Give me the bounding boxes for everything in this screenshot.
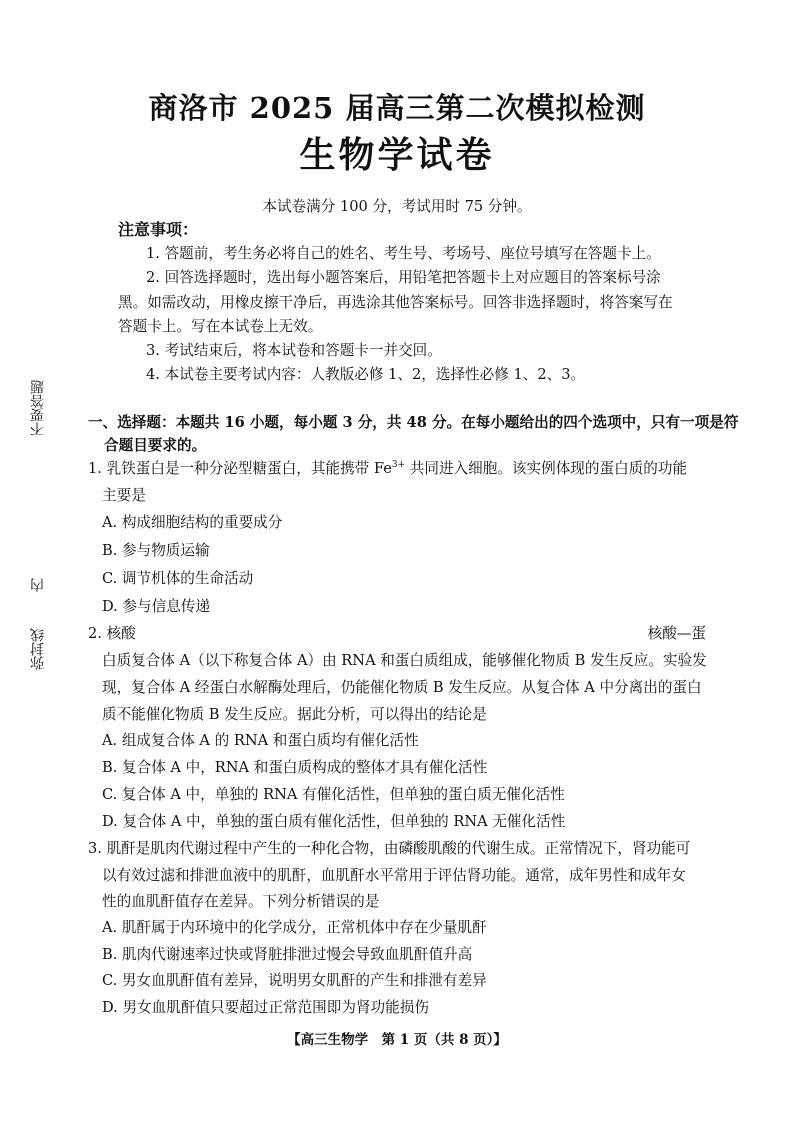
question-3-stem-line: 3. 肌酐是肌肉代谢过程中产生的一种化合物，由磷酸肌酸的代谢生成。正常情况下，肾功能可 (88, 840, 691, 857)
note-item: 3. 考试结束后，将本试卷和答题卡一并交回。 (146, 342, 442, 359)
question-1-option-d: D. 参与信息传递 (102, 598, 211, 615)
question-2-stem-line: 白质复合体 A（以下称复合体 A）由 RNA 和蛋白质组成，能够催化物质 B 发生反应。实验发 (102, 652, 707, 669)
question-2-stem-line: 现，复合体 A 经蛋白水解酶处理后，仍能催化物质 B 发生反应。从复合体 A 中分离出的蛋白 (102, 679, 702, 696)
note-item: 2. 回答选择题时，选出每小题答案后，用铅笔把答题卡上对应题目的答案标号涂 (146, 269, 661, 286)
question-1-stem-text-cont: 共同进入细胞。该实例体现的蛋白质的功能 (405, 460, 688, 477)
question-1-stem (88, 459, 718, 479)
question-3-option-b: B. 肌肉代谢速率过快或肾脏排泄过慢会导致血肌酐值升高 (102, 946, 473, 963)
section-heading: 一、选择题：本题共 16 小题，每小题 3 分，共 48 分。在每小题给出的四个选项中，只有一项是符 (88, 414, 739, 431)
question-2-stem-right: 核酸—蛋 (647, 625, 706, 642)
question-3-option-c: C. 男女血肌酐值有差异，说明男女肌酐的产生和排泄有差异 (102, 972, 487, 989)
exam-info: 本试卷满分 100 分，考试用时 75 分钟。 (262, 198, 532, 215)
question-3-option-d: D. 男女血肌酐值只要超过正常范围即为肾功能损伤 (102, 999, 429, 1016)
question-1-option-c: C. 调节机体的生命活动 (102, 570, 254, 587)
note-item: 1. 答题前，考生务必将自己的姓名、考生号、考场号、座位号填写在答题卡上。 (146, 245, 661, 262)
note-item: 4. 本试卷主要考试内容：人教版必修 1、2，选择性必修 1、2、3。 (146, 366, 586, 383)
margin-label-seal-line: 弥封线 (30, 628, 46, 670)
question-1-stem-text: 1. 乳铁蛋白是一种分泌型糖蛋白，其能携带 Fe (88, 460, 392, 477)
question-3-stem-line: 性的血肌酐值存在差异。下列分析错误的是 (102, 893, 380, 910)
exam-title: 商洛市 2025 届高三第二次模拟检测 (148, 91, 646, 125)
subject-title: 生物学试卷 (299, 134, 495, 176)
question-1-option-a: A. 构成细胞结构的重要成分 (102, 514, 283, 531)
question-3-stem-line: 以有效过滤和排泄血液中的肌酐，血肌酐水平常用于评估肾功能。通常，成年男性和成年女 (102, 867, 686, 884)
notes-heading: 注意事项： (118, 220, 199, 239)
question-2-option-d: D. 复合体 A 中，单独的蛋白质有催化活性，但单独的 RNA 无催化活性 (102, 813, 566, 830)
iron-charge: 3+ (391, 460, 406, 470)
question-2-stem-line: 质不能催化物质 B 发生反应。据此分析，可以得出的结论是 (102, 706, 487, 723)
question-2-option-b: B. 复合体 A 中，RNA 和蛋白质构成的整体才具有催化活性 (102, 759, 488, 776)
margin-label-inside: 内 (30, 578, 46, 592)
question-2-stem-left: 2. 核酸 (88, 625, 136, 642)
section-heading-cont: 合题目要求的。 (104, 437, 207, 454)
note-item: 黑。如需改动，用橡皮擦干净后，再选涂其他答案标号。回答非选择题时，将答案写在 (118, 294, 673, 311)
note-item: 答题卡上。写在本试卷上无效。 (118, 318, 323, 335)
question-2-option-c: C. 复合体 A 中，单独的 RNA 有催化活性，但单独的蛋白质无催化活性 (102, 786, 565, 803)
question-1-stem-cont: 主要是 (102, 487, 146, 504)
page-footer: 【高三生物学 第 1 页（共 8 页）】 (287, 1032, 507, 1048)
question-3-option-a: A. 肌酐属于内环境中的化学成分，正常机体中存在少量肌酐 (102, 919, 487, 936)
question-1-option-b: B. 参与物质运输 (102, 542, 210, 559)
question-2-option-a: A. 组成复合体 A 的 RNA 和蛋白质均有催化活性 (102, 732, 419, 749)
margin-label-no-answer: 不要答题 (30, 380, 46, 436)
